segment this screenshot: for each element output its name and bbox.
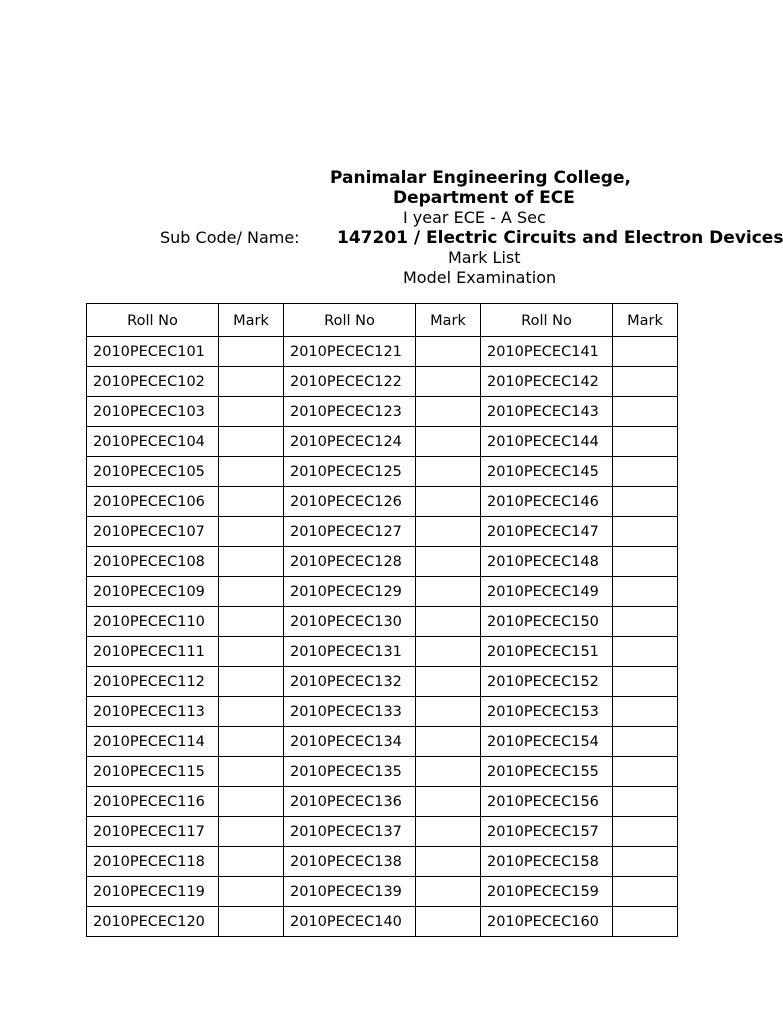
roll-no-cell: 2010PECEC156 [481, 787, 613, 817]
roll-no-cell: 2010PECEC157 [481, 817, 613, 847]
roll-no-cell: 2010PECEC125 [284, 457, 416, 487]
roll-no-cell: 2010PECEC113 [87, 697, 219, 727]
column-header-roll-no: Roll No [87, 304, 219, 337]
mark-cell [416, 367, 481, 397]
table-row [87, 577, 678, 607]
subject-row [160, 228, 783, 248]
mark-table [86, 303, 678, 937]
column-header-mark: Mark [219, 304, 284, 337]
mark-cell [416, 907, 481, 937]
roll-no-cell: 2010PECEC158 [481, 847, 613, 877]
roll-no-cell: 2010PECEC110 [87, 607, 219, 637]
roll-no-cell: 2010PECEC114 [87, 727, 219, 757]
mark-cell [219, 367, 284, 397]
roll-no-cell: 2010PECEC139 [284, 877, 416, 907]
roll-no-cell: 2010PECEC118 [87, 847, 219, 877]
subject-name: 147201 / Electric Circuits and Electron Devices [337, 228, 783, 248]
mark-cell [219, 577, 284, 607]
table-row [87, 637, 678, 667]
mark-cell [219, 397, 284, 427]
table-row [87, 667, 678, 697]
table-row [87, 727, 678, 757]
roll-no-cell: 2010PECEC144 [481, 427, 613, 457]
roll-no-cell: 2010PECEC147 [481, 517, 613, 547]
mark-cell [416, 457, 481, 487]
roll-no-cell: 2010PECEC137 [284, 817, 416, 847]
mark-cell [416, 727, 481, 757]
mark-cell [613, 397, 678, 427]
college-name: Panimalar Engineering College, [330, 168, 631, 188]
roll-no-cell: 2010PECEC103 [87, 397, 219, 427]
roll-no-cell: 2010PECEC108 [87, 547, 219, 577]
roll-no-cell: 2010PECEC140 [284, 907, 416, 937]
mark-cell [613, 427, 678, 457]
mark-cell [613, 337, 678, 367]
roll-no-cell: 2010PECEC132 [284, 667, 416, 697]
mark-cell [613, 367, 678, 397]
mark-cell [416, 637, 481, 667]
mark-cell [219, 847, 284, 877]
roll-no-cell: 2010PECEC126 [284, 487, 416, 517]
roll-no-cell: 2010PECEC117 [87, 817, 219, 847]
roll-no-cell: 2010PECEC129 [284, 577, 416, 607]
mark-cell [416, 877, 481, 907]
mark-cell [219, 667, 284, 697]
roll-no-cell: 2010PECEC130 [284, 607, 416, 637]
roll-no-cell: 2010PECEC149 [481, 577, 613, 607]
mark-cell [219, 877, 284, 907]
table-row [87, 547, 678, 577]
mark-cell [613, 697, 678, 727]
mark-cell [219, 727, 284, 757]
table-row [87, 907, 678, 937]
mark-cell [416, 817, 481, 847]
roll-no-cell: 2010PECEC145 [481, 457, 613, 487]
mark-cell [613, 847, 678, 877]
roll-no-cell: 2010PECEC121 [284, 337, 416, 367]
exam-name: Model Examination [403, 268, 557, 287]
mark-cell [416, 517, 481, 547]
mark-cell [613, 817, 678, 847]
mark-cell [219, 637, 284, 667]
roll-no-cell: 2010PECEC159 [481, 877, 613, 907]
mark-cell [416, 757, 481, 787]
mark-cell [219, 607, 284, 637]
roll-no-cell: 2010PECEC136 [284, 787, 416, 817]
mark-cell [613, 487, 678, 517]
table-row [87, 787, 678, 817]
roll-no-cell: 2010PECEC160 [481, 907, 613, 937]
roll-no-cell: 2010PECEC153 [481, 697, 613, 727]
roll-no-cell: 2010PECEC146 [481, 487, 613, 517]
mark-cell [613, 547, 678, 577]
mark-cell [219, 457, 284, 487]
roll-no-cell: 2010PECEC138 [284, 847, 416, 877]
roll-no-cell: 2010PECEC135 [284, 757, 416, 787]
mark-cell [219, 517, 284, 547]
roll-no-cell: 2010PECEC101 [87, 337, 219, 367]
mark-cell [416, 547, 481, 577]
roll-no-cell: 2010PECEC127 [284, 517, 416, 547]
table-row [87, 757, 678, 787]
roll-no-cell: 2010PECEC150 [481, 607, 613, 637]
roll-no-cell: 2010PECEC107 [87, 517, 219, 547]
roll-no-cell: 2010PECEC154 [481, 727, 613, 757]
roll-no-cell: 2010PECEC141 [481, 337, 613, 367]
table-header-row [87, 304, 678, 337]
mark-cell [613, 877, 678, 907]
roll-no-cell: 2010PECEC151 [481, 637, 613, 667]
mark-cell [613, 517, 678, 547]
mark-cell [416, 607, 481, 637]
mark-cell [613, 577, 678, 607]
mark-cell [613, 757, 678, 787]
mark-cell [416, 667, 481, 697]
mark-cell [219, 757, 284, 787]
table-row [87, 487, 678, 517]
roll-no-cell: 2010PECEC142 [481, 367, 613, 397]
roll-no-cell: 2010PECEC124 [284, 427, 416, 457]
mark-cell [416, 487, 481, 517]
column-header-roll-no: Roll No [284, 304, 416, 337]
roll-no-cell: 2010PECEC133 [284, 697, 416, 727]
roll-no-cell: 2010PECEC116 [87, 787, 219, 817]
table-row [87, 427, 678, 457]
mark-cell [416, 427, 481, 457]
mark-cell [416, 397, 481, 427]
table-row [87, 367, 678, 397]
roll-no-cell: 2010PECEC112 [87, 667, 219, 697]
mark-cell [219, 787, 284, 817]
roll-no-cell: 2010PECEC120 [87, 907, 219, 937]
column-header-roll-no: Roll No [481, 304, 613, 337]
mark-cell [416, 847, 481, 877]
table-row [87, 397, 678, 427]
roll-no-cell: 2010PECEC123 [284, 397, 416, 427]
mark-cell [219, 697, 284, 727]
table-row [87, 847, 678, 877]
roll-no-cell: 2010PECEC128 [284, 547, 416, 577]
mark-cell [613, 457, 678, 487]
mark-cell [613, 637, 678, 667]
roll-no-cell: 2010PECEC148 [481, 547, 613, 577]
class-section: I year ECE - A Sec [403, 208, 546, 227]
mark-cell [219, 487, 284, 517]
subject-label: Sub Code/ Name: [160, 228, 300, 247]
mark-cell [219, 337, 284, 367]
mark-cell [613, 607, 678, 637]
mark-cell [219, 547, 284, 577]
mark-cell [613, 787, 678, 817]
roll-no-cell: 2010PECEC131 [284, 637, 416, 667]
roll-no-cell: 2010PECEC102 [87, 367, 219, 397]
mark-cell [416, 577, 481, 607]
roll-no-cell: 2010PECEC122 [284, 367, 416, 397]
table-row [87, 877, 678, 907]
mark-cell [416, 697, 481, 727]
roll-no-cell: 2010PECEC104 [87, 427, 219, 457]
roll-no-cell: 2010PECEC115 [87, 757, 219, 787]
mark-cell [613, 727, 678, 757]
table-row [87, 607, 678, 637]
column-header-mark: Mark [416, 304, 481, 337]
mark-cell [613, 667, 678, 697]
roll-no-cell: 2010PECEC106 [87, 487, 219, 517]
roll-no-cell: 2010PECEC111 [87, 637, 219, 667]
roll-no-cell: 2010PECEC152 [481, 667, 613, 697]
roll-no-cell: 2010PECEC134 [284, 727, 416, 757]
roll-no-cell: 2010PECEC143 [481, 397, 613, 427]
department-name: Department of ECE [393, 188, 575, 208]
table-row [87, 337, 678, 367]
mark-cell [219, 817, 284, 847]
mark-cell [613, 907, 678, 937]
table-row [87, 817, 678, 847]
table-row [87, 697, 678, 727]
mark-cell [416, 337, 481, 367]
mark-cell [416, 787, 481, 817]
table-row [87, 517, 678, 547]
column-header-mark: Mark [613, 304, 678, 337]
roll-no-cell: 2010PECEC105 [87, 457, 219, 487]
table-body [87, 337, 678, 937]
roll-no-cell: 2010PECEC155 [481, 757, 613, 787]
roll-no-cell: 2010PECEC119 [87, 877, 219, 907]
roll-no-cell: 2010PECEC109 [87, 577, 219, 607]
table-row [87, 457, 678, 487]
mark-cell [219, 427, 284, 457]
list-title: Mark List [448, 248, 521, 267]
mark-cell [219, 907, 284, 937]
